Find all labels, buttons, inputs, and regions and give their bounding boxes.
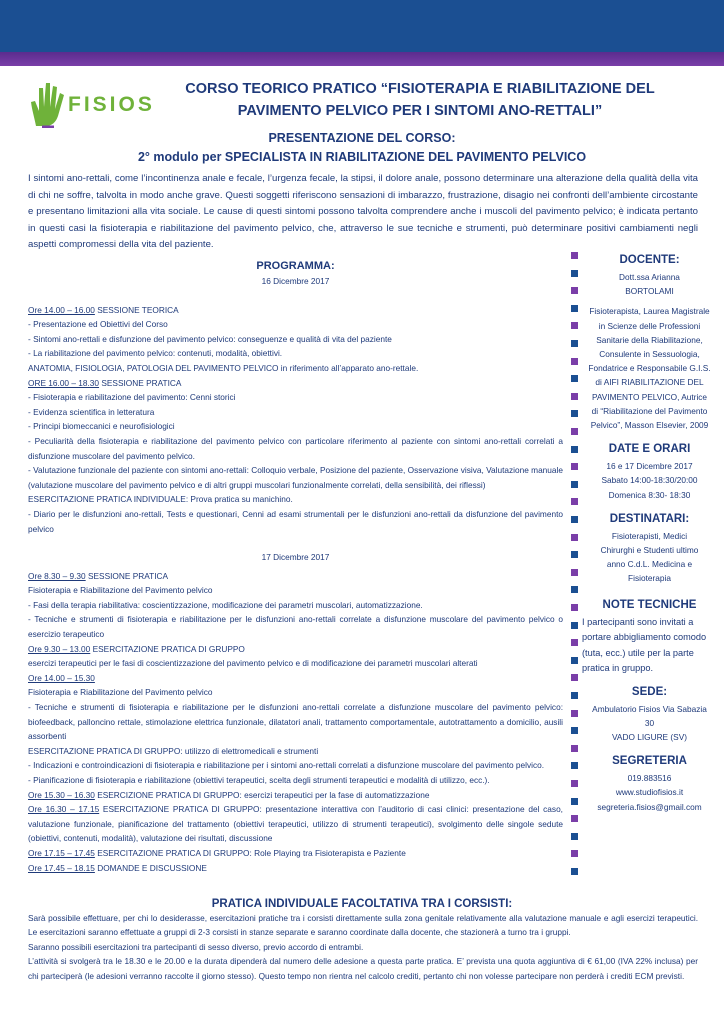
schedule-text: DOMANDE E DISCUSSIONE	[94, 862, 207, 873]
schedule-time: Ore 16.30 – 17.15	[28, 804, 100, 815]
bullet-square	[571, 850, 578, 857]
sede-line2: VADO LIGURE (SV)	[612, 732, 687, 743]
schedule-text: - Fasi della terapia riabilitativa: coscientizzazione, modificazione dei parametri muscolari, automatizzazione.	[28, 599, 423, 610]
bullet-square	[571, 393, 578, 400]
pratica-section	[28, 911, 698, 983]
intro-paragraph: I sintomi ano-rettali, come l’incontinenza anale e fecale, l’urgenza fecale, la stipsi, il dolore anale, possono determinare una alterazione della qualità della vita di chi ne soffre, talvolta in modo anche grave. Questi soggetti riferiscono sensazioni di imbarazzo, frustrazione, disagio nei confronti dell’ambiente circostante e presentano limitazioni alla vita sociale. Le cause di questi sintomi possono talvolta comprendere anche i muscoli del pavimento pelvico; è indicata pertanto in questi casi la fisioterapia e riabilitazione del pavimento pelvico, che, attraverso le sue tecniche e strumenti, può determinare positivi cambiamenti negli aspetti compromessi della vita del paziente.	[28, 173, 698, 251]
schedule-line	[28, 346, 563, 361]
schedule-line	[28, 332, 563, 347]
schedule-time: Ore 17.45 – 18.15	[28, 862, 95, 873]
schedule-text: esercizi terapeutici per le fasi di coscientizzazione del pavimento pelvico e di modificazione dei parametri muscolari alterati	[28, 658, 478, 669]
schedule-text: - Fisioterapia e riabilitazione del pavimento: Cenni storici	[28, 392, 236, 403]
bullet-square	[571, 305, 578, 312]
schedule-time: ORE 16.00 – 18.30	[28, 377, 100, 388]
schedule-line	[28, 463, 563, 492]
schedule-line	[28, 758, 563, 773]
segreteria-email[interactable]: segreteria.fisios@gmail.com	[597, 801, 702, 812]
presentazione-heading: PRESENTAZIONE DEL CORSO:	[268, 131, 456, 145]
schedule-text: ESERCITAZIONE PRATICA DI GRUPPO	[90, 643, 245, 654]
fisios-logo	[28, 80, 155, 130]
schedule-line	[28, 773, 563, 788]
schedule-line	[28, 361, 563, 376]
hand-icon	[28, 80, 70, 128]
schedule-text: - Pianificazione di fisioterapia e riabilitazione (obiettivi terapeutici, scelta degli strumenti terapeutici e modalità di utilizzo, ecc.).	[28, 775, 490, 785]
schedule-line	[28, 303, 563, 318]
purple-band	[0, 52, 724, 66]
logo-text: FISIOS	[68, 93, 155, 116]
schedule-line	[28, 598, 563, 613]
bullet-square	[571, 780, 578, 787]
pratica-heading: PRATICA INDIVIDUALE FACOLTATIVA TRA I CORSISTI:	[211, 898, 513, 910]
bullet-square	[571, 358, 578, 365]
bullet-rail	[571, 252, 579, 892]
bullet-square	[571, 322, 578, 329]
schedule-line	[28, 569, 563, 584]
bullet-square	[571, 287, 578, 294]
title-line1: CORSO TEORICO PRATICO “FISIOTERAPIA E RIABILITAZIONE DEL	[185, 81, 655, 97]
bullet-square	[571, 798, 578, 805]
bullet-square	[571, 498, 578, 505]
title-line2: PAVIMENTO PELVICO PER I SINTOMI ANO-RETTALI”	[237, 103, 603, 119]
schedule-time: Ore 17.15 – 17.45	[28, 847, 95, 858]
date-heading: DATE E ORARI	[608, 443, 691, 456]
schedule-text: - Diario per le disfunzioni ano-rettali, Tests e questionari, Cenni ad esami strumentali per le disfunzioni ano-rettali da disfunzione del pavimento pelvico	[28, 508, 563, 534]
docente-name2: BORTOLAMI	[625, 286, 674, 297]
bullet-square	[571, 481, 578, 488]
segreteria-heading: SEGRETERIA	[612, 755, 687, 768]
schedule-line	[28, 685, 563, 700]
bullet-square	[571, 569, 578, 576]
modulo-heading: 2° modulo per SPECIALISTA IN RIABILITAZIONE DEL PAVIMENTO PELVICO	[137, 150, 587, 164]
bullet-square	[571, 692, 578, 699]
schedule-line	[28, 419, 563, 434]
schedule-line	[28, 788, 563, 803]
schedule-line	[28, 583, 563, 598]
schedule-line	[28, 317, 563, 332]
bullet-square	[571, 657, 578, 664]
schedule-line	[28, 656, 563, 671]
schedule-line	[28, 507, 563, 536]
docente-name1: Dott.ssa Arianna	[619, 272, 680, 282]
programma-column	[28, 258, 563, 875]
schedule-line	[28, 642, 563, 657]
bullet-square	[571, 833, 578, 840]
schedule-text: - Peculiarità della fisioterapia e riabilitazione del pavimento pelvico con particolare riferimento al paziente con sintomi ano-rettali correlati a disfunzione muscolare del pavimento pelvico.	[28, 435, 563, 461]
schedule-text: ESERCITAZIONE PRATICA DI GRUPPO: Role Playing tra Fisioterapista e Paziente	[94, 847, 406, 858]
schedule-text: - Indicazioni e controindicazioni di fisioterapia e riabilitazione per i sintomi ano-rettali correlati a disfunzione muscolare del pavimento pelvico.	[28, 760, 545, 771]
pratica-p1: Sarà possibile effettuare, per chi lo desiderasse, esercitazioni pratiche tra i corsisti direttamente sulla zona genitale relativamente alla valutazione manuale e agli esercizi terapeutici. Le esercitazioni saranno effettuate a gruppi di 2-3 corsisti in stanze separate e saranno coordinate dalla docente, che stazionerà a turno tra i gruppi.	[28, 913, 698, 938]
bullet-square	[571, 727, 578, 734]
bullet-square	[571, 639, 578, 646]
schedule-line	[28, 744, 563, 759]
programma-day1: 16 Dicembre 2017	[261, 276, 330, 286]
bullet-square	[571, 375, 578, 382]
docente-bio: Fisioterapista, Laurea Magistrale in Scienze delle Professioni Sanitarie della Riabilitazione, Consulente in Sessuologia, Fondatrice e Responsabile G.I.S. di AIFI RIABILITAZIONE DEL PAVIMENTO PELVICO, Autrice di “Riabilitazione del Pavimento Pelvico”, Masson Elsevier, 2009	[588, 306, 711, 431]
schedule-time: Ore 14.00 – 15.30	[28, 672, 95, 683]
schedule-text: - Principi biomeccanici e neurofisiologici	[28, 421, 175, 432]
schedule-text: SESSIONE PRATICA	[99, 377, 182, 388]
schedule-text: SESSIONE TEORICA	[94, 304, 179, 315]
bullet-square	[571, 252, 578, 259]
schedule-time: Ore 9.30 – 13.00	[28, 643, 91, 654]
schedule-text: ESERCIZIONE PRATICA DI GRUPPO: esercizi terapeutici per la fase di automatizzazione	[94, 789, 430, 800]
bullet-square	[571, 745, 578, 752]
schedule-line	[28, 492, 563, 507]
schedule-text: - Valutazione funzionale del paziente con sintomi ano-rettali: Colloquio verbale, Posizione del paziente, Osservazione visiva, Valutazione manuale (valutazione muscolare del pavimento pelvico e di altri gruppi muscolari funzionalmente correlati, della sensibilità, dei riflessi)	[28, 465, 563, 490]
schedule-line	[28, 700, 563, 744]
schedule-line	[28, 376, 563, 391]
bullet-square	[571, 551, 578, 558]
bullet-square	[571, 815, 578, 822]
bullet-square	[571, 604, 578, 611]
date-line3: Domenica 8:30- 18:30	[608, 489, 691, 500]
bullet-square	[571, 340, 578, 347]
schedule-line	[28, 802, 563, 846]
date-line2: Sabato 14:00-18:30/20:00	[601, 475, 698, 486]
schedule-text: - Evidenza scientifica in letteratura	[28, 406, 155, 417]
bullet-square	[571, 428, 578, 435]
schedule-line	[28, 671, 563, 686]
schedule-line	[28, 390, 563, 405]
schedule-line	[28, 861, 563, 876]
bullet-square	[571, 710, 578, 717]
bullet-square	[571, 622, 578, 629]
schedule-text: - Sintomi ano-rettali e disfunzione del pavimento pelvico: conseguenze e qualità di vita del paziente	[28, 333, 392, 344]
programma-day2: 17 Dicembre 2017	[261, 552, 330, 563]
schedule-line	[28, 846, 563, 861]
schedule-line	[28, 434, 563, 463]
sidebar	[582, 251, 717, 814]
programma-heading: PROGRAMMA:	[256, 260, 335, 272]
schedule-text: ANATOMIA, FISIOLOGIA, PATOLOGIA DEL PAVIMENTO PELVICO in riferimento all’apparato ano-rettale.	[28, 362, 419, 373]
date-line1: 16 e 17 Dicembre 2017	[606, 461, 693, 472]
page-title	[150, 78, 690, 122]
schedule-time: Ore 15.30 – 16.30	[28, 789, 95, 800]
bullet-square	[571, 868, 578, 875]
sede-line1: Ambulatorio Fisios Via Sabazia 30	[592, 703, 707, 728]
note-text: I partecipanti sono invitati a portare abbigliamento comodo (tuta, ecc.) utile per la parte pratica in gruppo.	[582, 616, 707, 674]
schedule-line	[28, 612, 563, 641]
day1-schedule	[28, 303, 563, 537]
bullet-square	[571, 674, 578, 681]
schedule-text: Fisioterapia e Riabilitazione del Pavimento pelvico	[28, 585, 213, 596]
schedule-text: - La riabilitazione del pavimento pelvico: contenuti, modalità, obiettivi.	[28, 348, 283, 359]
schedule-text: - Tecniche e strumenti di fisioterapia e riabilitazione per le disfunzioni ano-rettali correlate a disfunzione muscolare del pavimento pelvico o esercizio terapeutico	[28, 614, 563, 640]
schedule-time: Ore 8.30 – 9.30	[28, 570, 86, 581]
schedule-text: Fisioterapia e Riabilitazione del Pavimento pelvico	[28, 687, 213, 698]
bullet-square	[571, 762, 578, 769]
note-heading: NOTE TECNICHE	[602, 598, 697, 611]
bullet-square	[571, 463, 578, 470]
segreteria-phone: 019.883516	[627, 773, 672, 784]
schedule-text: - Presentazione ed Obiettivi del Corso	[28, 319, 168, 330]
day2-schedule	[28, 569, 563, 875]
schedule-text: SESSIONE PRATICA	[85, 570, 169, 581]
destinatari-heading: DESTINATARI:	[609, 512, 690, 525]
top-banner	[0, 0, 724, 52]
bullet-square	[571, 586, 578, 593]
schedule-text: - Tecniche e strumenti di fisioterapia e riabilitazione per le disfunzioni ano-rettali correlate a disfunzione muscolare del pavimento pelvico: biofeedback, palloncino rettale, stimolazione elettrica funzionale, dilatatori anali, trattamento comportamentale, autotrattamento a domicilio, ausili assorbenti	[28, 702, 563, 742]
schedule-text: ESERCITAZIONE PRATICA INDIVIDUALE: Prova pratica su manichino.	[28, 494, 293, 505]
schedule-text: ESERCITAZIONE PRATICA DI GRUPPO: presentazione interattiva con l’auditorio di casi clinici: presentazione del caso, valutazione funzionale, pianificazione del trattamento (obiettivi terapeutici, utilizzo di strumenti terapeutici), svolgimento delle singole sedute (obiettivi, contenuti, modalità), valutazione dei risultati, discussione	[28, 804, 563, 844]
bullet-square	[571, 410, 578, 417]
schedule-text: ESERCITAZIONE PRATICA DI GRUPPO: utilizzo di elettromedicali e strumenti	[28, 745, 319, 756]
bullet-square	[571, 516, 578, 523]
schedule-line	[28, 405, 563, 420]
docente-heading: DOCENTE:	[619, 254, 680, 266]
sede-heading: SEDE:	[631, 685, 668, 698]
bullet-square	[571, 270, 578, 277]
schedule-time: Ore 14.00 – 16.00	[28, 304, 95, 315]
bullet-square	[571, 534, 578, 541]
destinatari-text: Fisioterapisti, Medici Chirurghi e Studenti ultimo anno C.d.L. Medicina e Fisioterapia	[600, 530, 699, 584]
pratica-p3: L’attività si svolgerà tra le 18.30 e le 20.00 e la durata dipenderà dal numero delle adesione a questa parte pratica. E’ prevista una quota aggiuntiva di € 61,00 (IVA 22% inclusa) per chi parteciperà (le adesioni verranno raccolte il giorno stesso). Questo tempo non rientra nel calcolo crediti, pertanto chi non volesse partecipare non perderà i crediti ECM previsti.	[28, 956, 698, 981]
bullet-square	[571, 446, 578, 453]
pratica-p2: Saranno possibili esercitazioni tra partecipanti di sesso diverso, previo accordo di entrambi.	[28, 941, 364, 952]
segreteria-web[interactable]: www.studiofisios.it	[615, 787, 684, 798]
